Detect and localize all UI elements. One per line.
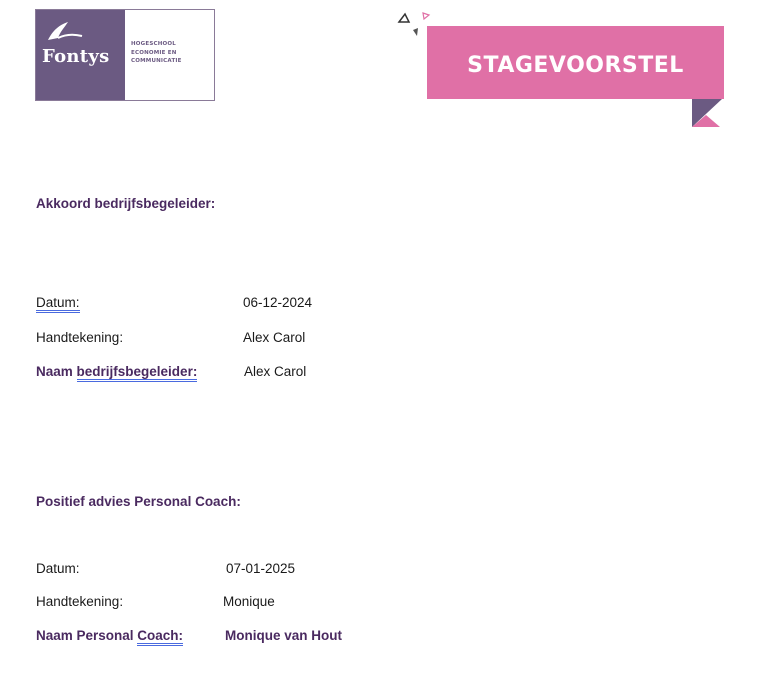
name-label-2: Naam Personal Coach: bbox=[36, 628, 183, 643]
logo-swoosh-icon bbox=[44, 20, 84, 44]
logo-line-2: ECONOMIE EN bbox=[131, 49, 177, 56]
logo-line-3: COMMUNICATIE bbox=[131, 58, 182, 64]
date-value-1: 06-12-2024 bbox=[243, 295, 313, 310]
date-label-2: Datum: bbox=[36, 561, 80, 576]
document-title-banner: STAGEVOORSTEL bbox=[427, 26, 724, 99]
section-title-approval: Akkoord bedrijfsbegeleider: bbox=[36, 196, 216, 211]
signature-label-2: Handtekening: bbox=[36, 594, 124, 609]
logo-line-1: HOGESCHOOL bbox=[131, 41, 177, 47]
date-value-2: 07-01-2025 bbox=[226, 561, 296, 576]
fontys-logo bbox=[35, 9, 215, 101]
logo-tagline bbox=[125, 10, 214, 100]
section-title-coach: Positief advies Personal Coach: bbox=[36, 494, 241, 509]
date-label-1: Datum: bbox=[36, 295, 80, 310]
logo-mark bbox=[36, 10, 125, 100]
logo-wordmark: Fontys bbox=[42, 46, 110, 67]
signature-value-1: Alex Carol bbox=[243, 330, 306, 345]
banner-fold-icon bbox=[692, 99, 722, 129]
name-value-2: Monique van Hout bbox=[225, 628, 342, 643]
signature-label-1: Handtekening: bbox=[36, 330, 124, 345]
name-label-1: Naam bedrijfsbegeleider: bbox=[36, 364, 197, 379]
name-value-1: Alex Carol bbox=[244, 364, 307, 379]
signature-value-2: Monique bbox=[223, 594, 275, 609]
